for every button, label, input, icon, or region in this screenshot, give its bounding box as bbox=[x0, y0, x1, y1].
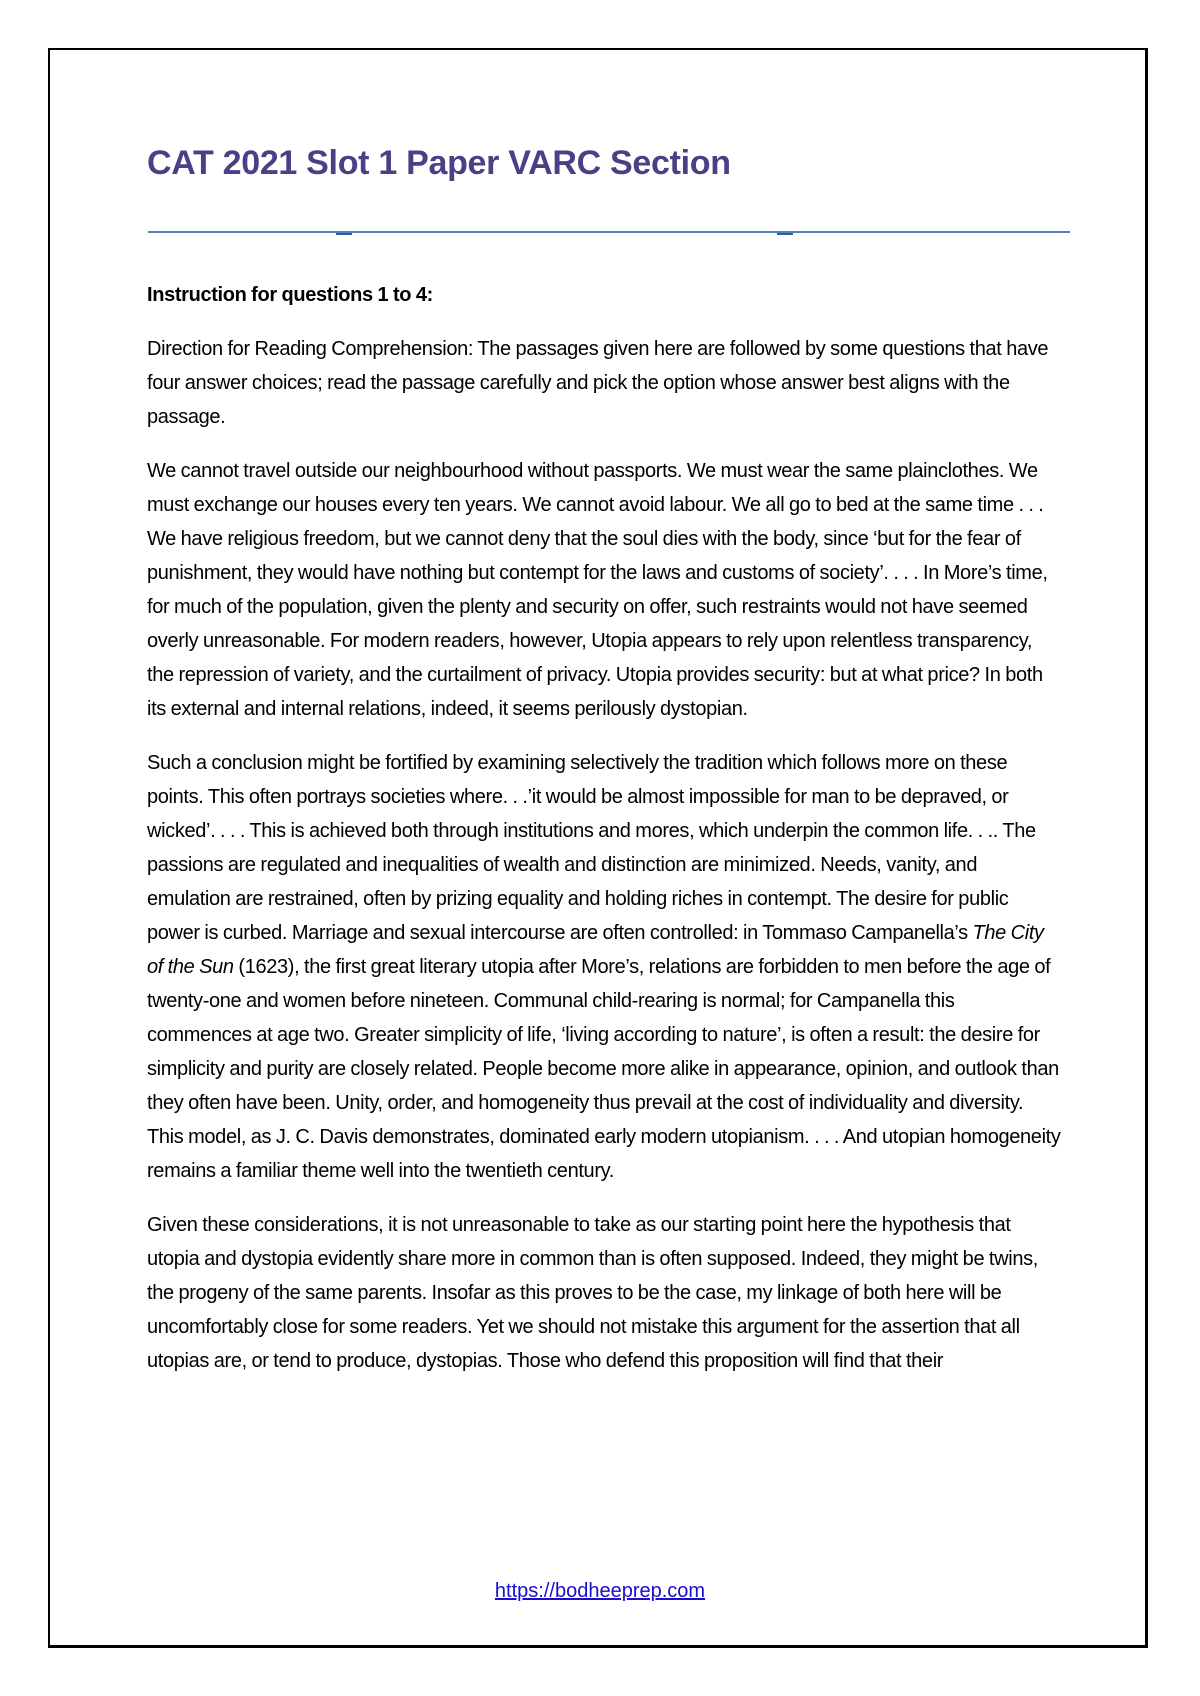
passage-paragraph-3: Given these considerations, it is not unreasonable to take as our starting point here the hypothesis that utopia and dystopia evidently share more in common than is often supposed. Indeed, they might be twins, the progeny of the same parents. Insofar as this proves to be the case, my linkage of both here will be uncomfortably close for some readers. Yet we should not mistake this argument for the assertion that all utopias are, or tend to produce, dystopias. Those who defend this proposition will find that their bbox=[147, 1214, 1038, 1372]
footer bbox=[0, 1580, 1200, 1603]
title-divider-mark bbox=[336, 233, 352, 235]
book-title-italic: The City of the Sun bbox=[147, 922, 1044, 978]
passage-paragraph-1: We cannot travel outside our neighbourhood without passports. We must wear the same plainclothes. We must exchange our houses every ten years. We cannot avoid labour. We all go to bed at the same time . . . We have religious freedom, but we cannot deny that the soul dies with the body, since ‘but for the fear of punishment, they would have nothing but contempt for the laws and customs of society’. . . . In More’s time, for much of the population, given the plenty and security on offer, such restraints would not have seemed overly unreasonable. For modern readers, however, Utopia appears to rely upon relentless transparency, the repression of variety, and the curtailment of privacy. Utopia provides security: but at what price? In both its external and internal relations, indeed, it seems perilously dystopian. bbox=[147, 460, 1048, 720]
passage-paragraph-2 bbox=[147, 746, 1063, 1188]
document-body bbox=[147, 278, 1063, 1398]
passage-paragraph-2-text-b: (1623), the first great literary utopia after More’s, relations are forbidden to men before the age of twenty-one and women before nineteen. Communal child-rearing is normal; for Campanella this commences at age two. Greater simplicity of life, ‘living according to nature’, is often a result: the desire for simplicity and purity are closely related. People become more alike in appearance, opinion, and outlook than they often have been. Unity, order, and homogeneity thus prevail at the cost of individuality and diversity. This model, as J. C. Davis demonstrates, dominated early modern utopianism. . . . And utopian homogeneity remains a familiar theme well into the twentieth century. bbox=[147, 956, 1061, 1182]
passage-paragraph-2-text-a: Such a conclusion might be fortified by examining selectively the tradition which follows more on these points. This often portrays societies where. . .’it would be almost impossible for man to be depraved, or wicked’. . . . This is achieved both through institutions and mores, which underpin the common life. . .. The passions are regulated and inequalities of wealth and distinction are minimized. Needs, vanity, and emulation are restrained, often by prizing equality and holding riches in contempt. The desire for public power is curbed. Marriage and sexual intercourse are often controlled: in Tommaso Campanella’s bbox=[147, 752, 1036, 944]
title-divider-mark bbox=[777, 233, 793, 235]
instruction-heading: Instruction for questions 1 to 4: bbox=[147, 284, 433, 306]
title-divider bbox=[148, 231, 1070, 233]
website-link[interactable]: https://bodheeprep.com bbox=[494, 1580, 706, 1602]
document-title: CAT 2021 Slot 1 Paper VARC Section bbox=[147, 144, 731, 182]
direction-paragraph: Direction for Reading Comprehension: The passages given here are followed by some questions that have four answer choices; read the passage carefully and pick the option whose answer best aligns with the passage. bbox=[147, 338, 1049, 428]
